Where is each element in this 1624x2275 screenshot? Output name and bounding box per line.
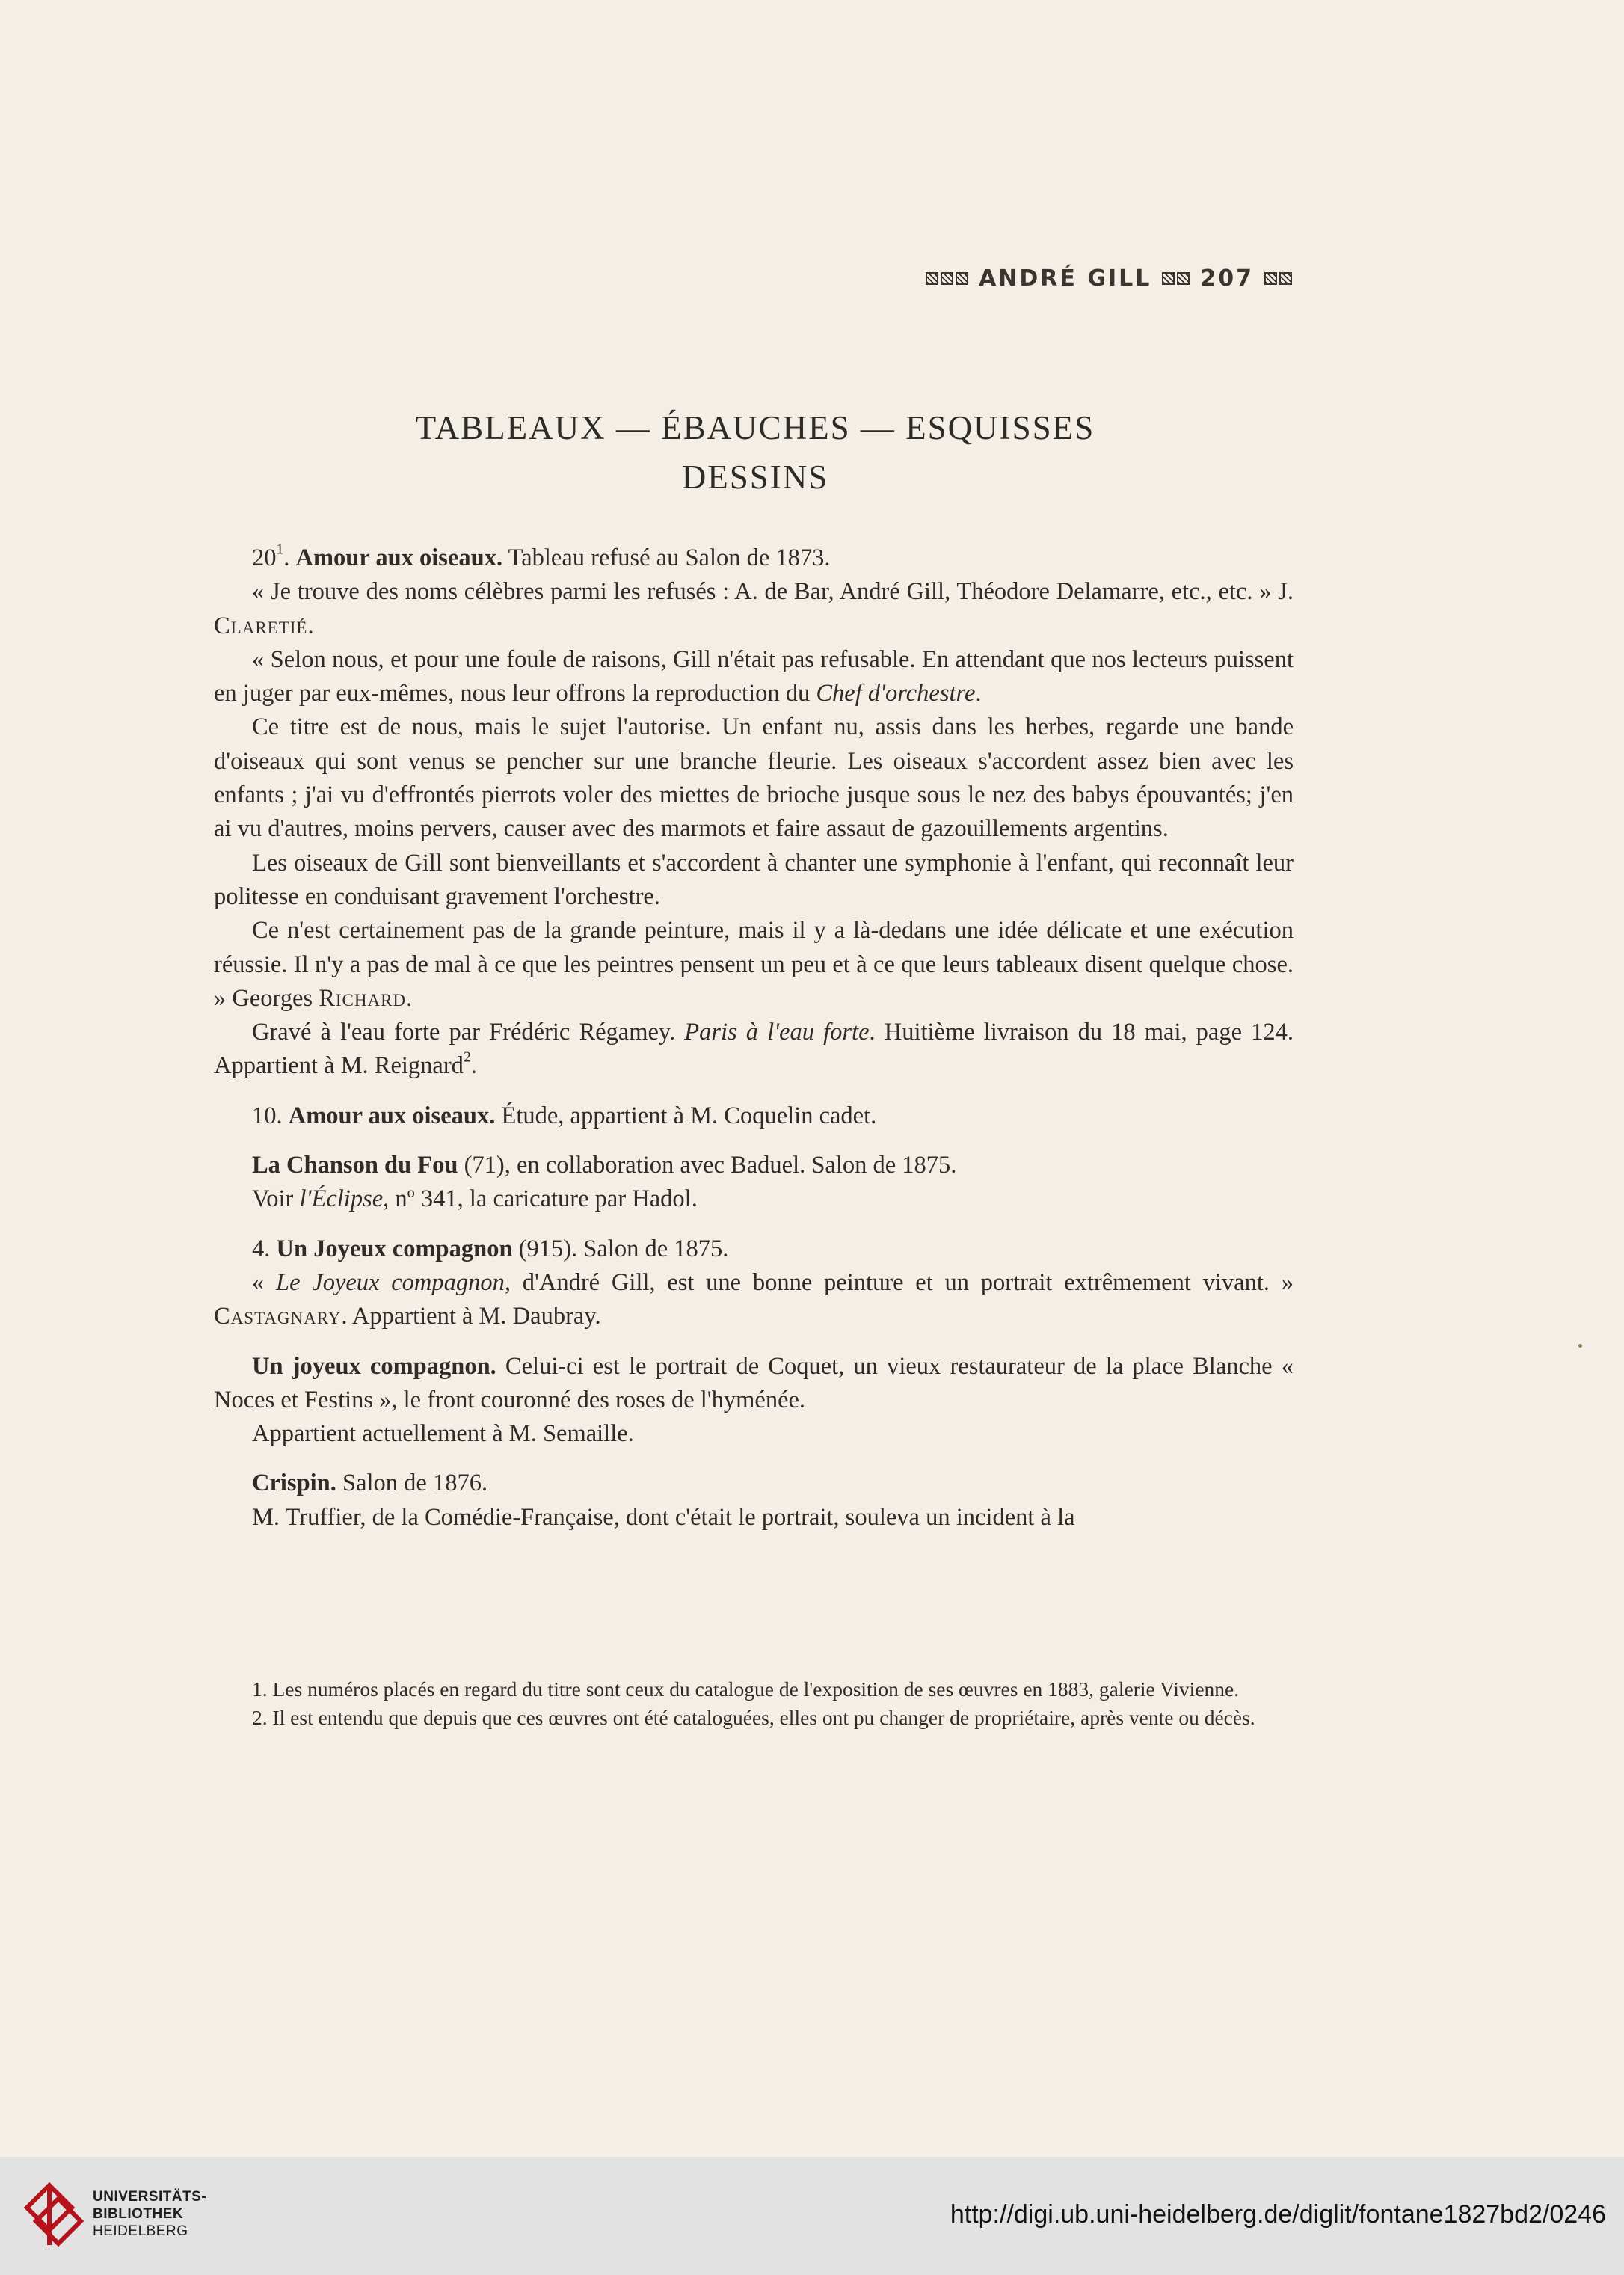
author-name: Richard	[319, 984, 407, 1012]
paragraph: Appartient actuellement à M. Semaille.	[252, 1420, 634, 1448]
footnote-ref: 2	[463, 1049, 471, 1066]
ornament-left-icon	[926, 272, 968, 285]
entry-amour-aux-oiseaux: $20^1$. Amour aux oiseaux. Tableau refusé au Salon de 1873.	[252, 541, 831, 571]
entry-title: La Chanson du Fou	[252, 1152, 458, 1179]
paragraph: M. Truffier, de la Comédie-Française, dont c'était le portrait, souleva un incident à la	[252, 1503, 1075, 1531]
page-number: 207	[1200, 265, 1254, 292]
entry-crispin: Crispin. Salon de 1876.	[252, 1470, 488, 1497]
paragraph: Gravé à l'eau forte par Frédéric Régamey. Paris à l'eau forte. Huitième livraison du 18 mai, page 124. Appartient à M. Reignard$^2$.	[214, 1019, 1294, 1080]
section-title: TABLEAUX — ÉBAUCHES — ESQUISSES	[415, 409, 1095, 446]
entry-title: Un joyeux compagnon.	[252, 1352, 496, 1380]
paragraph: Voir l'Éclipse, nº 341, la caricature par Hadol.	[252, 1185, 698, 1213]
entry-amour-aux-oiseaux-etude: 10. Amour aux oiseaux. Étude, appartient à M. Coquelin cadet.	[252, 1102, 877, 1129]
paragraph: Ce n'est certainement pas de la grande peinture, mais il y a là-dedans une idée délicate et une exécution réussie. Il n'y a pas de mal à ce que les peintres pensent un peu et à ce que leurs tableaux disent quelque chose. » Georges Richard.	[214, 917, 1294, 1012]
paragraph: « Je trouve des noms célèbres parmi les refusés : A. de Bar, André Gill, Théodore Delamarre, etc., etc. » J. Claretié.	[214, 578, 1294, 639]
page-blemish	[1578, 1344, 1582, 1348]
entry-title: Un Joyeux compagnon	[276, 1235, 513, 1262]
entry-joyeux-compagnon-coquet: Un joyeux compagnon. Celui-ci est le portrait de Coquet, un vieux restaurateur de la place Blanche « Noces et Festins », le front couronné des roses de l'hyménée.	[214, 1352, 1294, 1413]
body-text	[214, 541, 1294, 1535]
library-footer-bar	[0, 2157, 1624, 2275]
entry-title: Crispin.	[252, 1470, 336, 1497]
running-title: ANDRÉ GILL	[979, 265, 1152, 292]
author-name: Castagnary	[214, 1303, 342, 1330]
footnote-ref: 1	[276, 541, 284, 558]
ornament-right-icon	[1264, 272, 1292, 285]
entry-chanson-du-fou: La Chanson du Fou (71), en collaboration avec Baduel. Salon de 1875.	[252, 1152, 957, 1179]
ornament-middle-icon	[1162, 272, 1190, 285]
paragraph: Les oiseaux de Gill sont bienveillants et s'accordent à chanter une symphonie à l'enfant, qui reconnaît leur politesse en conduisant gravement l'orchestre.	[214, 849, 1294, 910]
author-name: Claretié	[214, 612, 308, 639]
paragraph: « Le Joyeux compagnon, d'André Gill, est une bonne peinture et un portrait extrêmement vivant. » Castagnary. Appartient à M. Daubray.	[214, 1268, 1294, 1330]
paragraph: « Selon nous, et pour une foule de raisons, Gill n'était pas refusable. En attendant que nos lecteurs puissent en juger par eux-mêmes, nous leur offrons la reproduction du Chef d'orchestre.	[214, 645, 1294, 707]
entry-joyeux-compagnon: 4. Un Joyeux compagnon (915). Salon de 1875.	[252, 1235, 729, 1262]
library-name: UNIVERSITÄTS- BIBLIOTHEK HEIDELBERG	[93, 2189, 207, 2239]
entry-title: Amour aux oiseaux.	[295, 544, 503, 571]
footnotes	[214, 1677, 1294, 1733]
footnote-2: 2. Il est entendu que depuis que ces œuvres ont été cataloguées, elles ont pu changer de propriétaire, après vente ou décès.	[252, 1705, 1255, 1729]
library-logo-icon	[19, 2178, 87, 2253]
footnote-1: 1. Les numéros placés en regard du titre sont ceux du catalogue de l'exposition de ses œuvres en 1883, galerie Vivienne.	[252, 1677, 1240, 1701]
permalink-url[interactable]: http://digi.ub.uni-heidelberg.de/diglit/fontane1827bd2/0246	[950, 2200, 1606, 2229]
paragraph: Ce titre est de nous, mais le sujet l'autorise. Un enfant nu, assis dans les herbes, regarde une bande d'oiseaux qui sont venus se pencher sur une branche fleurie. Les oiseaux s'accordent assez bien avec les enfants ; j'ai vu d'effrontés pierrots voler des miettes de brioche jusque sous le nez des babys épouvantés; j'en ai vu d'autres, moins pervers, causer avec des marmots et faire assaut de gazouillements argentins.	[214, 713, 1294, 843]
entry-title: Amour aux oiseaux.	[288, 1102, 496, 1129]
section-subtitle: DESSINS	[681, 458, 829, 496]
running-header	[926, 265, 1292, 292]
